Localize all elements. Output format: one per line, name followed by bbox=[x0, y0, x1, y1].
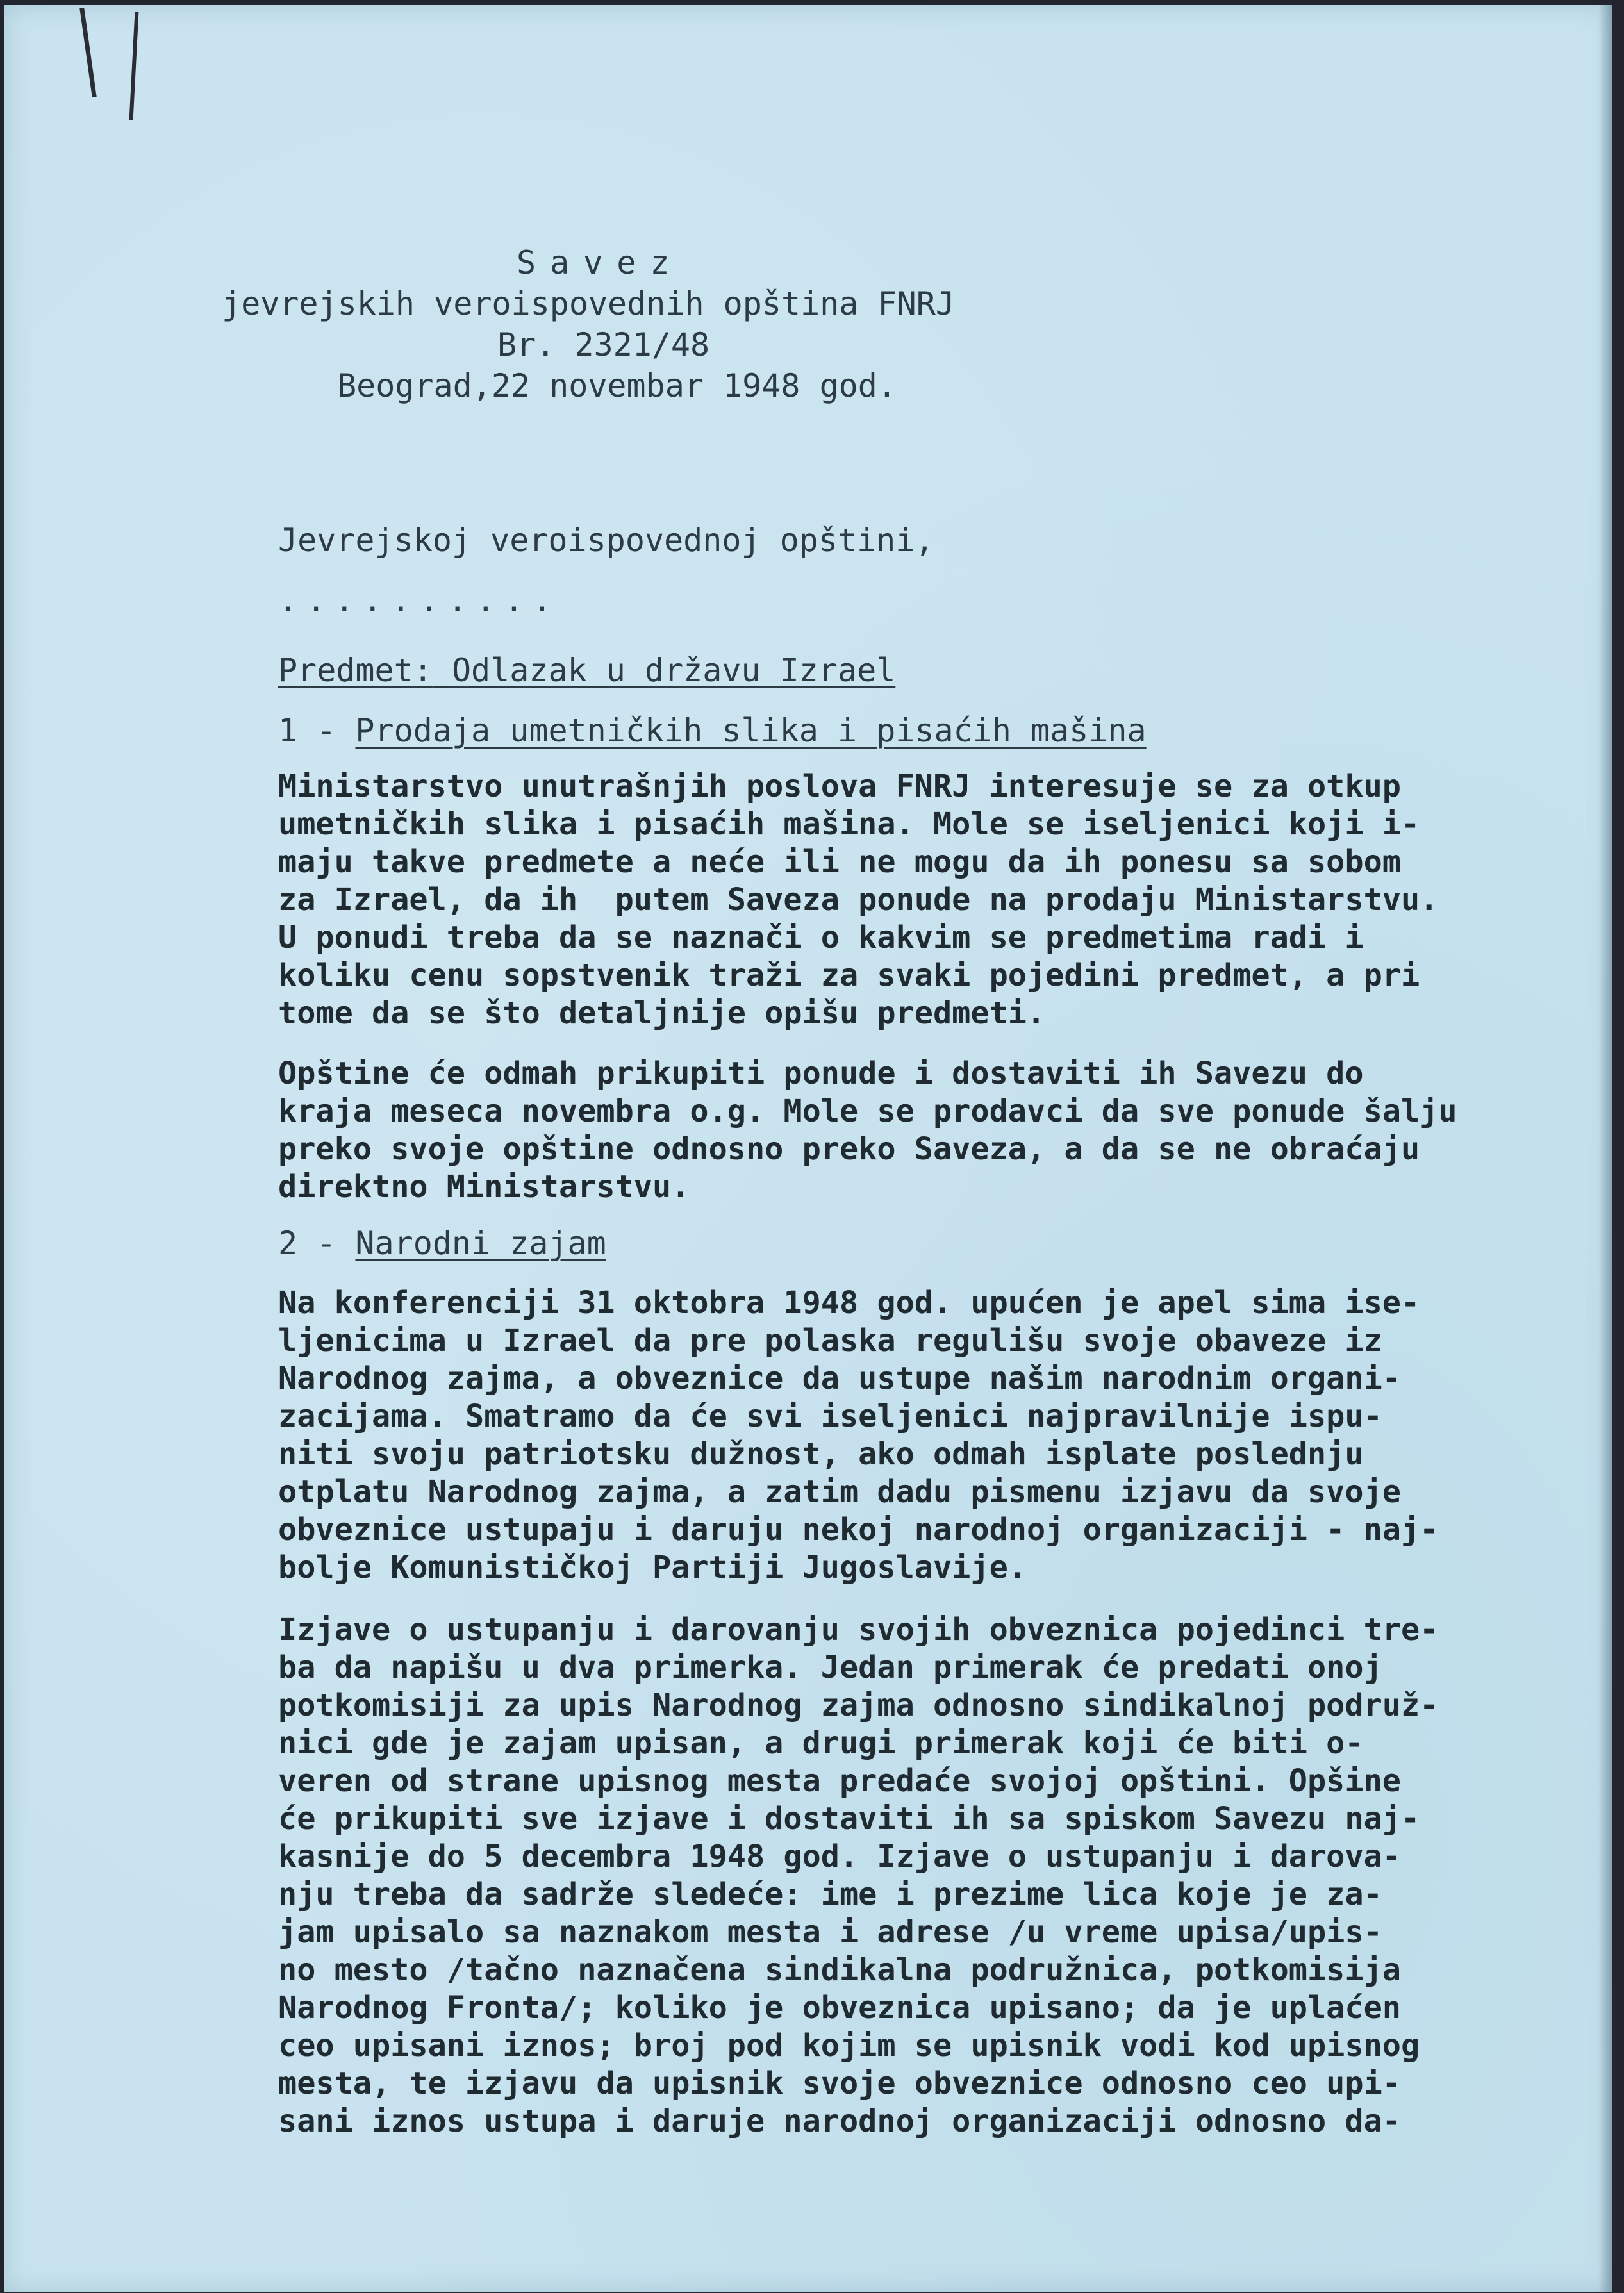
text-line: bolje Komunističkoj Partiji Jugoslavije. bbox=[278, 1550, 1027, 1585]
section-2-number: 2 - bbox=[278, 1225, 336, 1262]
ink-mark bbox=[129, 12, 139, 120]
subject-space bbox=[433, 652, 452, 689]
text-line: kraja meseca novembra o.g. Mole se prodavci da sve ponude šalju bbox=[278, 1093, 1457, 1129]
text-line: Narodnog zajma, a obveznice da ustupe našim narodnim organi- bbox=[278, 1361, 1401, 1396]
section-1-paragraph-2 bbox=[278, 1055, 1534, 1206]
text-line: mesta, te izjavu da upisnik svoje obveznice odnosno ceo upi- bbox=[278, 2065, 1401, 2101]
text-line: Na konferenciji 31 oktobra 1948 god. upućen je apel sima ise- bbox=[278, 1285, 1420, 1321]
text-line: Narodnog Fronta/; koliko je obveznica upisano; da je uplaćen bbox=[278, 1990, 1401, 2026]
section-1-heading bbox=[278, 711, 1147, 750]
section-1-paragraph-1 bbox=[278, 768, 1534, 1032]
document-number: Br. 2321/48 bbox=[497, 326, 710, 363]
organization-fullname: jevrejskih veroispovednih opština FNRJ bbox=[222, 285, 955, 322]
text-line: Izjave o ustupanju i darovanju svojih obveznica pojedinci tre- bbox=[278, 1612, 1439, 1648]
text-line: otplatu Narodnog zajma, a zatim dadu pismenu izjavu da svoje bbox=[278, 1474, 1401, 1510]
text-line: sani iznos ustupa i daruje narodnoj organizaciji odnosno da- bbox=[278, 2103, 1401, 2139]
section-2-paragraph-1 bbox=[278, 1284, 1534, 1587]
section-2-paragraph-2 bbox=[278, 1611, 1534, 2140]
text-line: zacijama. Smatramo da će svi iseljenici najpravilnije ispu- bbox=[278, 1398, 1382, 1434]
text-line: jam upisalo sa naznakom mesta i adrese /u vreme upisa/upis- bbox=[278, 1914, 1382, 1950]
text-line: preko svoje opštine odnosno preko Saveza, a da se ne obraćaju bbox=[278, 1131, 1420, 1167]
text-line: će prikupiti sve izjave i dostaviti ih sa spiskom Savezu naj- bbox=[278, 1801, 1420, 1837]
text-line: nici gde je zajam upisan, a drugi primerak koji će biti o- bbox=[278, 1725, 1364, 1761]
text-line: tome da se što detaljnije opišu predmeti. bbox=[278, 995, 1046, 1031]
ink-mark bbox=[79, 8, 96, 97]
text-line: U ponudi treba da se naznači o kakvim se predmetima radi i bbox=[278, 920, 1364, 956]
recipient: Jevrejskoj veroispovednoj opštini, bbox=[278, 522, 934, 559]
text-line: za Izrael, da ih putem Saveza ponude na prodaju Ministarstvu. bbox=[278, 882, 1439, 918]
text-line: obveznice ustupaju i daruju nekoj narodnoj organizaciji - naj- bbox=[278, 1512, 1439, 1548]
text-line: maju takve predmete a neće ili ne mogu da ih ponesu sa sobom bbox=[278, 844, 1401, 880]
text-line: ceo upisani iznos; broj pod kojim se upisnik vodi kod upisnog bbox=[278, 2028, 1420, 2064]
letterhead bbox=[215, 242, 1048, 406]
document-date: Beograd,22 novembar 1948 god. bbox=[337, 367, 897, 404]
organization-name: Savez bbox=[517, 244, 684, 281]
subject-text: Odlazak u državu Izrael bbox=[451, 652, 896, 689]
text-line: Ministarstvo unutrašnjih poslova FNRJ interesuje se za otkup bbox=[278, 768, 1401, 804]
text-line: kasnije do 5 decembra 1948 god. Izjave o ustupanju i darova- bbox=[278, 1839, 1401, 1875]
text-line: ljenicima u Izrael da pre polaska regulišu svoje obaveze iz bbox=[278, 1323, 1382, 1359]
text-line: nju treba da sadrže sledeće: ime i prezime lica koje je za- bbox=[278, 1876, 1382, 1912]
document-page bbox=[4, 5, 1612, 2292]
text-line: direktno Ministarstvu. bbox=[278, 1169, 690, 1205]
text-line: umetničkih slika i pisaćih mašina. Mole se iseljenici koji i- bbox=[278, 806, 1420, 842]
text-line: veren od strane upisnog mesta predaće svojoj opštini. Opšine bbox=[278, 1763, 1401, 1799]
text-line: no mesto /tačno naznačena sindikalna podružnica, potkomisija bbox=[278, 1952, 1401, 1988]
text-line: Opštine će odmah prikupiti ponude i dostaviti ih Savezu do bbox=[278, 1055, 1364, 1091]
section-1-title: Prodaja umetničkih slika i pisaćih mašina bbox=[355, 712, 1147, 749]
text-line: koliku cenu sopstvenik traži za svaki pojedini predmet, a pri bbox=[278, 957, 1420, 993]
section-2-title: Narodni zajam bbox=[355, 1225, 606, 1262]
text-line: potkomisiji za upis Narodnog zajma odnosno sindikalnoj podruž- bbox=[278, 1687, 1439, 1723]
recipient-placeholder-dots: .......... bbox=[278, 582, 561, 619]
section-2-heading bbox=[278, 1224, 606, 1262]
subject-label: Predmet: bbox=[278, 652, 433, 689]
text-line: ba da napišu u dva primerka. Jedan primerak će predati onoj bbox=[278, 1650, 1382, 1685]
text-line: niti svoju patriotsku dužnost, ako odmah isplate poslednju bbox=[278, 1436, 1364, 1472]
page-edge-shadow bbox=[1598, 5, 1612, 2292]
subject-line bbox=[278, 651, 895, 690]
section-1-number: 1 - bbox=[278, 712, 336, 749]
